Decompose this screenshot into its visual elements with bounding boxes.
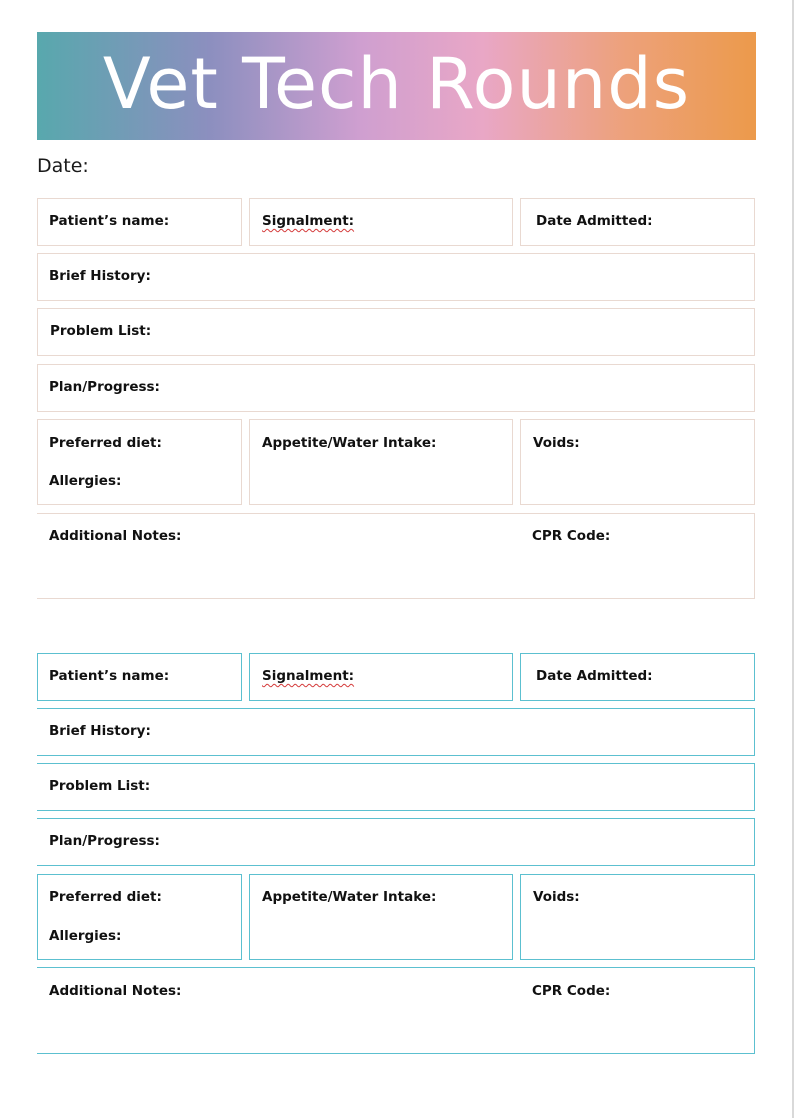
voids-field[interactable] bbox=[520, 419, 755, 505]
appetite-water-field[interactable] bbox=[249, 874, 513, 960]
cpr-code-label: CPR Code: bbox=[532, 983, 611, 999]
signalment-label: Signalment: bbox=[262, 213, 355, 229]
additional-notes-label: Additional Notes: bbox=[49, 528, 182, 544]
appetite-water-label: Appetite/Water Intake: bbox=[262, 435, 437, 451]
signalment-label: Signalment: bbox=[262, 668, 355, 684]
voids-label: Voids: bbox=[533, 435, 580, 451]
voids-label: Voids: bbox=[533, 889, 580, 905]
brief-history-field[interactable] bbox=[37, 253, 755, 301]
brief-history-label: Brief History: bbox=[49, 268, 151, 284]
additional-notes-field[interactable] bbox=[37, 513, 755, 599]
appetite-water-label: Appetite/Water Intake: bbox=[262, 889, 437, 905]
date-label: Date: bbox=[37, 155, 89, 177]
page-title: Vet Tech Rounds bbox=[102, 43, 691, 125]
plan-progress-label: Plan/Progress: bbox=[49, 833, 160, 849]
date-admitted-label: Date Admitted: bbox=[536, 668, 653, 684]
preferred-diet-label: Preferred diet: bbox=[49, 435, 162, 451]
patients-name-label: Patient’s name: bbox=[49, 668, 170, 684]
voids-field[interactable] bbox=[520, 874, 755, 960]
additional-notes-label: Additional Notes: bbox=[49, 983, 182, 999]
additional-notes-field[interactable] bbox=[37, 967, 755, 1054]
appetite-water-field[interactable] bbox=[249, 419, 513, 505]
allergies-label: Allergies: bbox=[49, 473, 122, 489]
diet-allergies-field[interactable] bbox=[37, 874, 242, 960]
patients-name-label: Patient’s name: bbox=[49, 213, 170, 229]
date-admitted-field[interactable] bbox=[520, 198, 755, 246]
plan-progress-label: Plan/Progress: bbox=[49, 379, 160, 395]
problem-list-field[interactable] bbox=[37, 763, 755, 811]
date-admitted-field[interactable] bbox=[520, 653, 755, 701]
date-admitted-label: Date Admitted: bbox=[536, 213, 653, 229]
patients-name-field[interactable] bbox=[37, 198, 242, 246]
plan-progress-field[interactable] bbox=[37, 818, 755, 866]
allergies-label: Allergies: bbox=[49, 928, 122, 944]
cpr-code-label: CPR Code: bbox=[532, 528, 611, 544]
plan-progress-field[interactable] bbox=[37, 364, 755, 412]
patients-name-field[interactable] bbox=[37, 653, 242, 701]
problem-list-label: Problem List: bbox=[49, 778, 151, 794]
signalment-field[interactable] bbox=[249, 653, 513, 701]
preferred-diet-label: Preferred diet: bbox=[49, 889, 162, 905]
signalment-field[interactable] bbox=[249, 198, 513, 246]
problem-list-label: Problem List: bbox=[50, 323, 152, 339]
title-banner bbox=[37, 32, 756, 140]
problem-list-field[interactable] bbox=[37, 308, 755, 356]
brief-history-field[interactable] bbox=[37, 708, 755, 756]
diet-allergies-field[interactable] bbox=[37, 419, 242, 505]
brief-history-label: Brief History: bbox=[49, 723, 151, 739]
